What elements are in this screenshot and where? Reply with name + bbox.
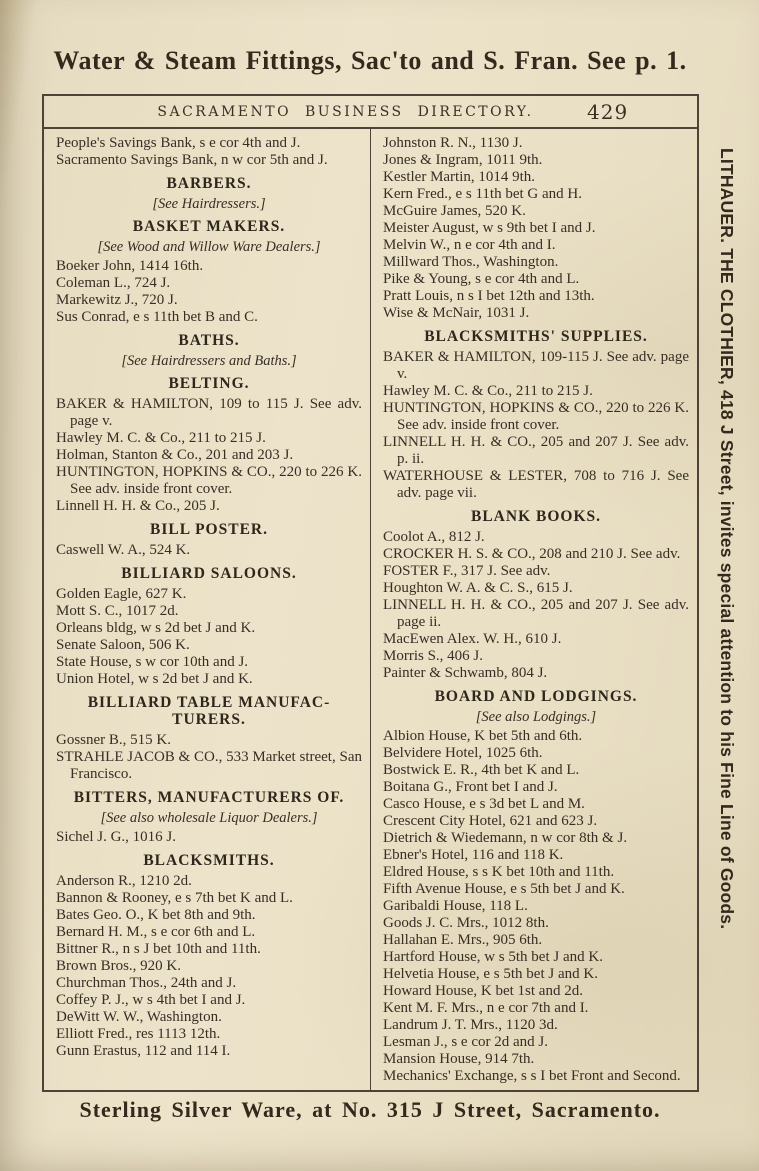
directory-entry: Hartford House, w s 5th bet J and K. bbox=[383, 949, 603, 965]
directory-entry: Bernard H. M., s e cor 6th and L. bbox=[56, 924, 256, 940]
directory-entry: Sus Conrad, e s 11th bet B and C. bbox=[56, 309, 258, 325]
running-head: SACRAMENTO BUSINESS DIRECTORY. bbox=[157, 103, 534, 120]
directory-entry: MacEwen Alex. W. H., 610 J. bbox=[383, 631, 562, 647]
directory-entry: Markewitz J., 720 J. bbox=[56, 292, 178, 308]
directory-entry: BAKER & HAMILTON, 109 to 115 J. See adv. page v. bbox=[56, 396, 362, 429]
directory-entry: Senate Saloon, 506 K. bbox=[56, 637, 190, 653]
cross-reference: [See Wood and Willow Ware Dealers.] bbox=[97, 239, 321, 255]
category-heading: BILLIARD TABLE MANUFAC-TURERS. bbox=[87, 694, 331, 728]
directory-entry: Kern Fred., e s 11th bet G and H. bbox=[383, 186, 582, 202]
directory-entry: Mechanics' Exchange, s s I bet Front and Second. bbox=[383, 1068, 681, 1084]
directory-entry: Coolot A., 812 J. bbox=[383, 529, 485, 545]
directory-columns bbox=[44, 129, 697, 1090]
directory-entry: Lesman J., s e cor 2d and J. bbox=[383, 1034, 548, 1050]
directory-entry: HUNTINGTON, HOPKINS & CO., 220 to 226 K. See adv. inside front cover. bbox=[383, 400, 689, 433]
directory-entry: Linnell H. H. & Co., 205 J. bbox=[56, 498, 220, 514]
directory-entry: Mott S. C., 1017 2d. bbox=[56, 603, 179, 619]
directory-entry: Bates Geo. O., K bet 8th and 9th. bbox=[56, 907, 256, 923]
directory-entry: Coffey P. J., w s 4th bet I and J. bbox=[56, 992, 246, 1008]
directory-entry: Meister August, w s 9th bet I and J. bbox=[383, 220, 596, 236]
directory-entry: McGuire James, 520 K. bbox=[383, 203, 526, 219]
directory-entry: Painter & Schwamb, 804 J. bbox=[383, 665, 548, 681]
directory-entry: Gunn Erastus, 112 and 114 I. bbox=[56, 1043, 231, 1059]
left-column bbox=[44, 129, 371, 1090]
directory-entry: Helvetia House, e s 5th bet J and K. bbox=[383, 966, 598, 982]
directory-entry: Casco House, e s 3d bet L and M. bbox=[383, 796, 585, 812]
directory-entry: Albion House, K bet 5th and 6th. bbox=[383, 728, 583, 744]
category-heading: BITTERS, MANUFACTURERS OF. bbox=[73, 789, 345, 806]
cross-reference: [See Hairdressers and Baths.] bbox=[121, 353, 297, 369]
directory-entry: Millward Thos., Washington. bbox=[383, 254, 559, 270]
directory-entry: Pike & Young, s e cor 4th and L. bbox=[383, 271, 580, 287]
directory-entry: Dietrich & Wiedemann, n w cor 8th & J. bbox=[383, 830, 628, 846]
page-number: 429 bbox=[587, 99, 629, 124]
directory-entry: People's Savings Bank, s e cor 4th and J. bbox=[56, 135, 301, 151]
directory-entry: Churchman Thos., 24th and J. bbox=[56, 975, 237, 991]
directory-entry: Mansion House, 914 7th. bbox=[383, 1051, 535, 1067]
category-heading: BLANK BOOKS. bbox=[471, 508, 601, 525]
directory-entry: Pratt Louis, n s I bet 12th and 13th. bbox=[383, 288, 595, 304]
category-heading: BOARD AND LODGINGS. bbox=[434, 688, 638, 705]
directory-entry: Boitana G., Front bet I and J. bbox=[383, 779, 558, 795]
category-heading: BILLIARD SALOONS. bbox=[121, 565, 297, 582]
directory-entry: CROCKER H. S. & CO., 208 and 210 J. See adv. bbox=[383, 546, 681, 562]
category-heading: BILL POSTER. bbox=[150, 521, 268, 538]
category-heading: BASKET MAKERS. bbox=[132, 218, 286, 235]
directory-entry: Coleman L., 724 J. bbox=[56, 275, 171, 291]
directory-entry: Howard House, K bet 1st and 2d. bbox=[383, 983, 583, 999]
directory-entry: Kent M. F. Mrs., n e cor 7th and I. bbox=[383, 1000, 589, 1016]
directory-entry: LINNELL H. H. & CO., 205 and 207 J. See adv. page ii. bbox=[383, 597, 689, 630]
directory-entry: DeWitt W. W., Washington. bbox=[56, 1009, 222, 1025]
bottom-advertisement: Sterling Silver Ware, at No. 315 J Street, Sacramento. bbox=[79, 1097, 661, 1122]
directory-entry: FOSTER F., 317 J. See adv. bbox=[383, 563, 551, 579]
directory-entry: Morris S., 406 J. bbox=[383, 648, 484, 664]
directory-entry: Crescent City Hotel, 621 and 623 J. bbox=[383, 813, 598, 829]
directory-entry: Golden Eagle, 627 K. bbox=[56, 586, 187, 602]
directory-entry: Houghton W. A. & C. S., 615 J. bbox=[383, 580, 573, 596]
directory-entry: Brown Bros., 920 K. bbox=[56, 958, 182, 974]
side-advertisement: LITHAUER. THE CLOTHIER, 418 J Street, invites special attention to his Fine Line of Goods. bbox=[717, 148, 737, 930]
directory-entry: Sacramento Savings Bank, n w cor 5th and J. bbox=[56, 152, 328, 168]
directory-entry: Hawley M. C. & Co., 211 to 215 J. bbox=[56, 430, 266, 446]
right-column bbox=[371, 129, 697, 1090]
directory-entry: Elliott Fred., res 1113 12th. bbox=[56, 1026, 221, 1042]
category-heading: BATHS. bbox=[178, 332, 240, 349]
directory-entry: Fifth Avenue House, e s 5th bet J and K. bbox=[383, 881, 625, 897]
directory-entry: Anderson R., 1210 2d. bbox=[56, 873, 192, 889]
directory-entry: Hawley M. C. & Co., 211 to 215 J. bbox=[383, 383, 593, 399]
directory-entry: Jones & Ingram, 1011 9th. bbox=[383, 152, 543, 168]
directory-entry: Bannon & Rooney, e s 7th bet K and L. bbox=[56, 890, 293, 906]
directory-entry: LINNELL H. H. & CO., 205 and 207 J. See adv. p. ii. bbox=[383, 434, 689, 467]
directory-entry: Sichel J. G., 1016 J. bbox=[56, 829, 176, 845]
directory-entry: Ebner's Hotel, 116 and 118 K. bbox=[383, 847, 564, 863]
category-heading: BELTING. bbox=[168, 375, 250, 392]
directory-entry: Caswell W. A., 524 K. bbox=[56, 542, 191, 558]
cross-reference: [See Hairdressers.] bbox=[152, 196, 266, 212]
category-heading: BLACKSMITHS' SUPPLIES. bbox=[424, 328, 648, 345]
directory-entry: Landrum J. T. Mrs., 1120 3d. bbox=[383, 1017, 558, 1033]
directory-entry: Belvidere Hotel, 1025 6th. bbox=[383, 745, 543, 761]
directory-entry: Eldred House, s s K bet 10th and 11th. bbox=[383, 864, 615, 880]
directory-entry: Gossner B., 515 K. bbox=[56, 732, 171, 748]
directory-entry: Johnston R. N., 1130 J. bbox=[383, 135, 523, 151]
directory-entry: State House, s w cor 10th and J. bbox=[56, 654, 249, 670]
category-heading: BARBERS. bbox=[166, 175, 252, 192]
directory-entry: STRAHLE JACOB & CO., 533 Market street, San Francisco. bbox=[56, 749, 362, 782]
directory-box bbox=[42, 94, 699, 1092]
page-header bbox=[44, 96, 697, 129]
directory-entry: Kestler Martin, 1014 9th. bbox=[383, 169, 536, 185]
directory-entry: Bostwick E. R., 4th bet K and L. bbox=[383, 762, 580, 778]
directory-entry: Goods J. C. Mrs., 1012 8th. bbox=[383, 915, 549, 931]
cross-reference: [See also Lodgings.] bbox=[475, 709, 597, 725]
directory-entry: Wise & McNair, 1031 J. bbox=[383, 305, 530, 321]
directory-entry: Boeker John, 1414 16th. bbox=[56, 258, 204, 274]
directory-entry: Melvin W., n e cor 4th and I. bbox=[383, 237, 556, 253]
directory-entry: Garibaldi House, 118 L. bbox=[383, 898, 528, 914]
top-advertisement: Water & Steam Fittings, Sac'to and S. Fran. See p. 1. bbox=[53, 46, 687, 75]
cross-reference: [See also wholesale Liquor Dealers.] bbox=[100, 810, 318, 826]
directory-entry: Union Hotel, w s 2d bet J and K. bbox=[56, 671, 253, 687]
directory-entry: HUNTINGTON, HOPKINS & CO., 220 to 226 K. See adv. inside front cover. bbox=[56, 464, 362, 497]
category-heading: BLACKSMITHS. bbox=[143, 852, 275, 869]
directory-entry: Hallahan E. Mrs., 905 6th. bbox=[383, 932, 543, 948]
directory-entry: Bittner R., n s J bet 10th and 11th. bbox=[56, 941, 261, 957]
directory-entry: WATERHOUSE & LESTER, 708 to 716 J. See adv. page vii. bbox=[383, 468, 689, 501]
directory-entry: Holman, Stanton & Co., 201 and 203 J. bbox=[56, 447, 294, 463]
directory-entry: BAKER & HAMILTON, 109-115 J. See adv. page v. bbox=[383, 349, 689, 382]
directory-entry: Orleans bldg, w s 2d bet J and K. bbox=[56, 620, 256, 636]
